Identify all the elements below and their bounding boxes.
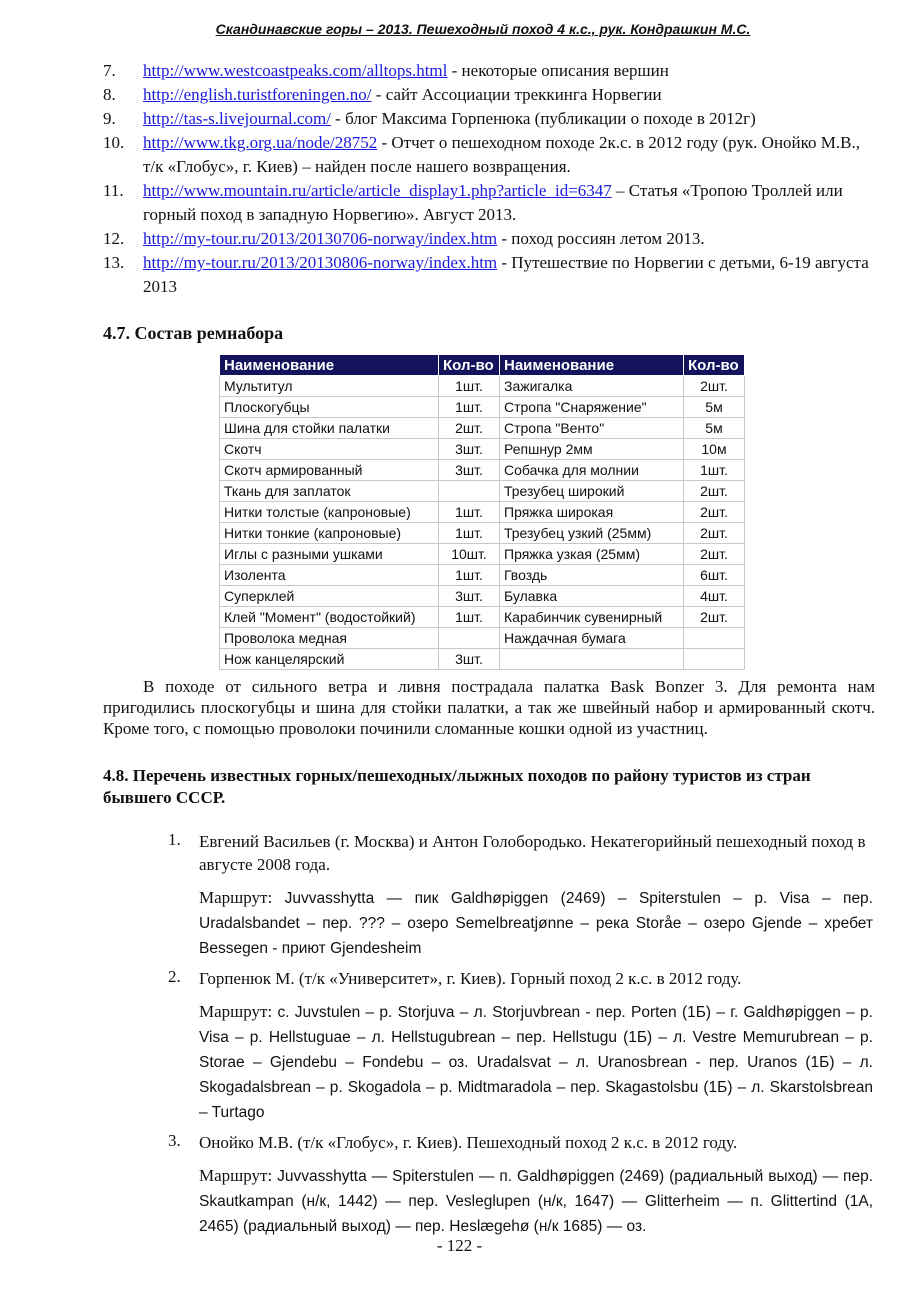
item-name-cell: Проволока медная (220, 628, 439, 649)
table-row (220, 481, 745, 502)
repair-kit-table (219, 354, 745, 670)
column-header-qty: Кол-во (684, 355, 745, 376)
item-qty-cell (684, 628, 745, 649)
trip-route (199, 886, 873, 961)
reference-body (143, 107, 873, 131)
trip-title: Горпенюк М. (т/к «Университет», г. Киев). Горный поход 2 к.с. в 2012 году. (199, 969, 742, 988)
reference-number: 10. (103, 133, 125, 152)
page-number: - 122 - (436, 1236, 483, 1255)
item-name-cell: Нитки тонкие (капроновые) (220, 523, 439, 544)
trip-item (168, 830, 873, 961)
item-name-cell: Суперклей (220, 586, 439, 607)
table-row (220, 418, 745, 439)
item-qty-cell: 1шт. (439, 565, 500, 586)
item-name-cell: Стропа "Снаряжение" (500, 397, 684, 418)
item-qty-cell: 2шт. (684, 523, 745, 544)
table-row (220, 376, 745, 397)
item-qty-cell (439, 628, 500, 649)
repair-paragraph: В походе от сильного ветра и ливня пострадала палатка Bask Bonzer 3. Для ремонта нам пригодились плоскогубцы и шина для стойки палатки, а так же швейный набор и армированный скотч. Кроме того, с помощью проволоки починили сломанные кошки одной из участниц. (103, 677, 875, 738)
item-name-cell (500, 649, 684, 670)
trip-route (199, 1164, 873, 1239)
reference-body (143, 131, 873, 179)
section-title-repair-kit: 4.7. Состав ремнабора (103, 323, 284, 343)
item-qty-cell: 5м (684, 397, 745, 418)
trip-content (199, 1131, 873, 1239)
reference-link[interactable]: http://english.turistforeningen.no/ (143, 85, 372, 104)
reference-link[interactable]: http://my-tour.ru/2013/20130706-norway/index.htm (143, 229, 498, 248)
column-header-qty: Кол-во (439, 355, 500, 376)
reference-item (103, 251, 873, 299)
reference-list (103, 59, 873, 299)
trip-number: 1. (168, 830, 181, 849)
table-row (220, 523, 745, 544)
item-qty-cell: 6шт. (684, 565, 745, 586)
item-name-cell: Плоскогубцы (220, 397, 439, 418)
item-qty-cell: 10шт. (439, 544, 500, 565)
trip-list (168, 830, 873, 1245)
table-row (220, 649, 745, 670)
reference-number: 12. (103, 229, 125, 248)
item-name-cell: Репшнур 2мм (500, 439, 684, 460)
item-qty-cell: 10м (684, 439, 745, 460)
page-header: Скандинавские горы – 2013. Пешеходный поход 4 к.с., рук. Кондрашкин М.С. (215, 21, 751, 37)
item-qty-cell: 1шт. (439, 607, 500, 628)
table-header-row (220, 355, 745, 376)
item-qty-cell: 2шт. (684, 544, 745, 565)
item-qty-cell (684, 649, 745, 670)
route-description: Juvvasshytta — Spiterstulen — п. Galdhøpiggen (2469) (радиальный выход) — пер. Skautkampan (н/к, 1442) — пер. Vesleglupen (н/к, 1647) — Glitterheim — п. Glittertind (1А, 2465) (радиальный выход) — пер. Heslægehø (н/к 1685) — оз. (199, 1168, 873, 1235)
item-name-cell: Иглы с разными ушками (220, 544, 439, 565)
item-name-cell: Карабинчик сувенирный (500, 607, 684, 628)
reference-item (103, 179, 873, 227)
item-qty-cell: 1шт. (439, 397, 500, 418)
item-name-cell: Скотч армированный (220, 460, 439, 481)
route-label: Маршрут: (199, 1002, 273, 1021)
item-name-cell: Гвоздь (500, 565, 684, 586)
item-name-cell: Трезубец узкий (25мм) (500, 523, 684, 544)
item-name-cell: Нитки толстые (капроновые) (220, 502, 439, 523)
item-name-cell: Мультитул (220, 376, 439, 397)
item-qty-cell: 3шт. (439, 439, 500, 460)
reference-description: - сайт Ассоциации треккинга Норвегии (371, 85, 662, 104)
item-name-cell: Пряжка широкая (500, 502, 684, 523)
reference-body (143, 179, 873, 227)
item-qty-cell: 5м (684, 418, 745, 439)
item-name-cell: Нож канцелярский (220, 649, 439, 670)
reference-link[interactable]: http://www.tkg.org.ua/node/28752 (143, 133, 378, 152)
item-qty-cell: 4шт. (684, 586, 745, 607)
table-row (220, 565, 745, 586)
trip-title: Евгений Васильев (г. Москва) и Антон Голобородько. Некатегорийный пешеходный поход в августе 2008 года. (199, 832, 866, 874)
table-row (220, 439, 745, 460)
item-name-cell: Булавка (500, 586, 684, 607)
reference-body (143, 59, 873, 83)
reference-item (103, 131, 873, 179)
item-qty-cell (439, 481, 500, 502)
item-name-cell: Ткань для заплаток (220, 481, 439, 502)
reference-description: - Путешествие по Норвегии с детьми, 6-19 августа 2013 (143, 253, 869, 296)
item-name-cell: Пряжка узкая (25мм) (500, 544, 684, 565)
reference-body (143, 251, 873, 299)
trip-content (199, 830, 873, 961)
reference-link[interactable]: http://www.mountain.ru/article/article_display1.php?article_id=6347 (143, 181, 612, 200)
table-row (220, 502, 745, 523)
table-row (220, 397, 745, 418)
trip-route (199, 1000, 873, 1125)
reference-item (103, 107, 873, 131)
item-qty-cell: 2шт. (684, 376, 745, 397)
section-title-known-trips: 4.8. Перечень известных горных/пешеходных/лыжных походов по району туристов из стран бывшего СССР. (103, 766, 811, 807)
route-description: с. Juvstulen – р. Storjuva – л. Storjuvbrean - пер. Porten (1Б) – г. Galdhøpiggen – р. Visa – р. Hellstuguae – л. Hellstugubrean – пер. Hellstugu (1Б) – л. Vestre Memurubrean – р. Storae – Gjendebu – Fondebu – оз. Uradalsvat – л. Uranosbrean - пер. Uranos (1Б) – л. Skogadalsbrean – р. Skogadola – р. Midtmaradola – пер. Skagastolsbu (1Б) – л. Skarstolsbrean – Turtago (199, 1004, 873, 1121)
route-description: Juvvasshytta — пик Galdhøpiggen (2469) – Spiterstulen – р. Visa – пер. Uradalsbandet – пер. ??? – озеро Semelbreatjønne – река Storåe – озеро Gjende – хребет Bessegen - приют Gjendesheim (199, 890, 873, 957)
item-name-cell: Скотч (220, 439, 439, 460)
item-name-cell: Трезубец широкий (500, 481, 684, 502)
item-qty-cell: 2шт. (684, 481, 745, 502)
item-qty-cell: 1шт. (439, 376, 500, 397)
item-name-cell: Наждачная бумага (500, 628, 684, 649)
item-name-cell: Стропа "Венто" (500, 418, 684, 439)
item-qty-cell: 3шт. (439, 460, 500, 481)
item-qty-cell: 2шт. (439, 418, 500, 439)
column-header-name: Наименование (500, 355, 684, 376)
reference-number: 8. (103, 85, 116, 104)
item-qty-cell: 1шт. (439, 523, 500, 544)
table-row (220, 460, 745, 481)
item-name-cell: Изолента (220, 565, 439, 586)
reference-description: - некоторые описания вершин (447, 61, 669, 80)
reference-body (143, 227, 873, 251)
trip-number: 3. (168, 1131, 181, 1150)
reference-number: 13. (103, 253, 125, 272)
reference-number: 11. (103, 181, 124, 200)
reference-item (103, 83, 873, 107)
reference-link[interactable]: http://my-tour.ru/2013/20130806-norway/index.htm (143, 253, 498, 272)
route-label: Маршрут: (199, 1166, 273, 1185)
table-row (220, 586, 745, 607)
table-row (220, 628, 745, 649)
item-name-cell: Шина для стойки палатки (220, 418, 439, 439)
item-name-cell: Клей "Момент" (водостойкий) (220, 607, 439, 628)
trip-content (199, 967, 873, 1125)
reference-item (103, 59, 873, 83)
item-qty-cell: 2шт. (684, 607, 745, 628)
item-name-cell: Собачка для молнии (500, 460, 684, 481)
trip-item (168, 967, 873, 1125)
reference-description: - блог Максима Горпенюка (публикации о походе в 2012г) (330, 109, 756, 128)
item-qty-cell: 1шт. (439, 502, 500, 523)
trip-number: 2. (168, 967, 181, 986)
reference-body (143, 83, 873, 107)
item-qty-cell: 1шт. (684, 460, 745, 481)
reference-item (103, 227, 873, 251)
trip-item (168, 1131, 873, 1239)
table-row (220, 544, 745, 565)
reference-description: - Отчет о пешеходном походе 2к.с. в 2012 году (рук. Онойко М.В., т/к «Глобус», г. Киев) – найден после нашего возвращения. (143, 133, 861, 176)
item-qty-cell: 3шт. (439, 649, 500, 670)
trip-title: Онойко М.В. (т/к «Глобус», г. Киев). Пешеходный поход 2 к.с. в 2012 году. (199, 1133, 738, 1152)
item-name-cell: Зажигалка (500, 376, 684, 397)
reference-description: – Статья «Тропою Троллей или горный поход в западную Норвегию». Август 2013. (143, 181, 843, 224)
column-header-name: Наименование (220, 355, 439, 376)
reference-number: 7. (103, 61, 116, 80)
route-label: Маршрут: (199, 888, 273, 907)
item-qty-cell: 3шт. (439, 586, 500, 607)
reference-link[interactable]: http://tas-s.livejournal.com/ (143, 109, 331, 128)
reference-description: - поход россиян летом 2013. (497, 229, 705, 248)
reference-link[interactable]: http://www.westcoastpeaks.com/alltops.html (143, 61, 448, 80)
item-qty-cell: 2шт. (684, 502, 745, 523)
reference-number: 9. (103, 109, 116, 128)
table-row (220, 607, 745, 628)
